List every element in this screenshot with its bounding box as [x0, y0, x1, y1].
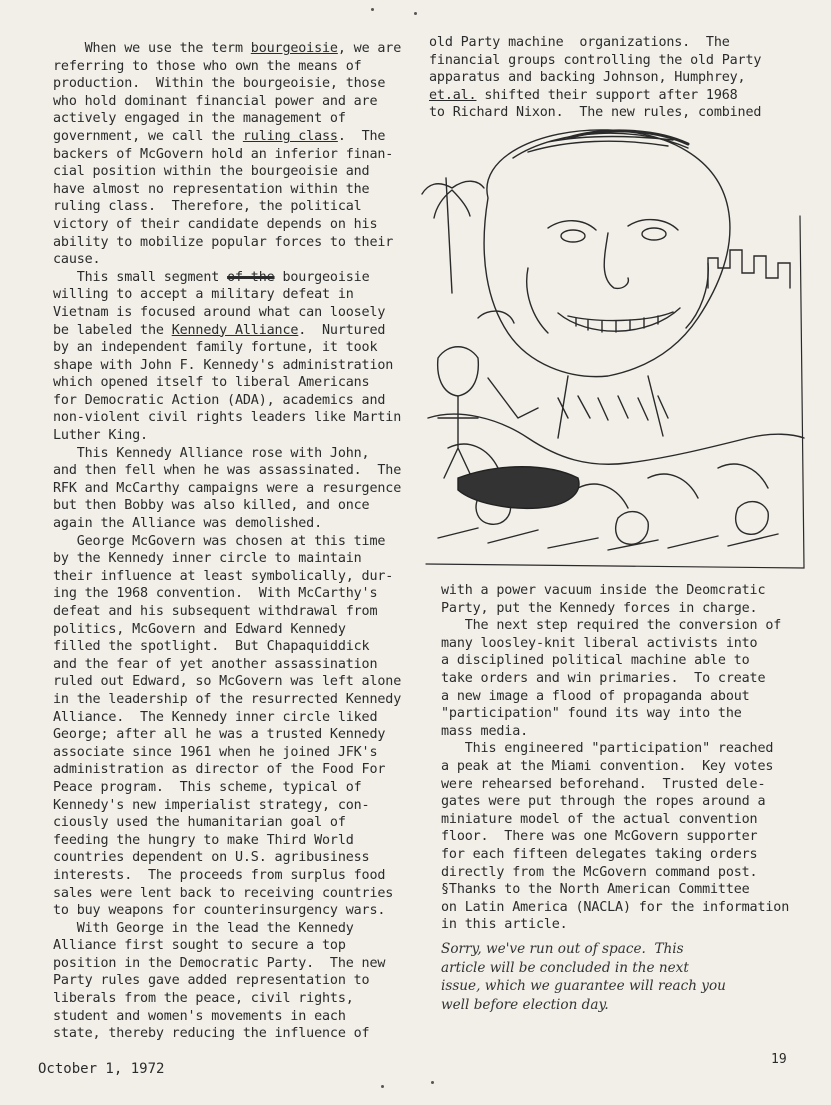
right-column-top-text — [429, 34, 809, 122]
right-column-bottom-text: with a power vacuum inside the Deomcratic Party, put the Kennedy forces in charge. The next step required the conversion of many loosley-knit liberal activists into a disciplined political machine able to take orders and win primaries. To create a new image a flood of propaganda about "participation" found its way into the mass media. This engineered "participation" reached a peak at the Miami convention. Key votes were rehearsed beforehand. Trusted dele- gates were put through the ropes around a miniature model of the actual convention floor. There was one McGovern supporter for each fifteen delegates taking orders directly from the McGovern command post. §Thanks to the North American Committee on Latin America (NACLA) for the information in this article. — [441, 583, 790, 933]
print-speck — [431, 1081, 434, 1084]
continuation-note: Sorry, we've run out of space. This article will be concluded in the next issue, which we guarantee will reach you well before election day. — [441, 941, 726, 1013]
print-speck — [371, 8, 374, 11]
left-column-text — [53, 40, 413, 1043]
page-number: 19 — [771, 1052, 787, 1067]
print-speck — [414, 12, 417, 15]
text-run: bourgeoisie willing to accept a military defeat in Vietnam is focused around what can loosely be labeled the — [53, 269, 386, 338]
footer-date: October 1, 1972 — [38, 1061, 165, 1077]
text-run: , we are referring to those who own the means of production. Within the bourgeoisie, those who hold dominant financial power and are actively engaged in the management of government, we call the — [53, 41, 402, 144]
text-run: . Nurtured by an independent family fortune, it took shape with John F. Kennedy's administration which opened itself to liberal Americans for Democratic Action (ADA), academics and non-violent civil rights leaders like Martin Luther King. This Kennedy Alliance rose with John, and then fell when he was assassinated. The RFK and McCarthy campaigns were a resurgence but then Bobby was also killed, and once again the Alliance was demolished. George McGovern was chosen at this time by the Kennedy inner circle to maintain their influence at least symbolically, dur- ing the 1968 convention. With McCarthy's defeat and his subsequent withdrawal from politics, McGovern and Edward Kennedy filled the spotlight. But Chapaquiddick and the fear of yet another assassination ruled out Edward, so McGovern was left alone in the leadership of the resurrected Kennedy Alliance. The Kennedy inner circle liked George; after all he was a trusted Kennedy associate since 1961 when he joined JFK's administration as director of the Food For Peace program. This scheme, typical of Kennedy's new imperialist strategy, con- ciously used the humanitarian goal of feeding the hungry to make Third World countries dependent on U.S. agribusiness interests. The proceeds from surplus food sales were lent back to receiving countries to buy weapons for counterinsurgency wars. With George in the lead the Kennedy Alliance first sought to secure a top position in the Democratic Party. The new Party rules gave added representation to liberals from the peace, civil rights, student and women's movements in each state, thereby reducing the influence of — [53, 322, 402, 1042]
text-run: When we use the term — [53, 41, 251, 56]
term-ruling-class: ruling class — [242, 128, 338, 144]
struck-out-text: of the — [227, 269, 275, 285]
term-kennedy-alliance: Kennedy Alliance — [171, 322, 299, 338]
term-et-al: et.al. — [429, 87, 477, 103]
text-run: . The backers of McGovern hold an inferior finan- cial position within the bourgeoisie and have almost no representation within the ruling class. Therefore, the political victory of their candidate depends on his ability to mobilize popular forces to their cause. This small segment — [53, 128, 394, 285]
caricature-drawing-icon — [418, 118, 806, 574]
term-bourgeoisie: bourgeoisie — [250, 41, 338, 56]
print-speck — [381, 1085, 384, 1088]
text-run: old Party machine organizations. The financial groups controlling the old Party apparatus and backing Johnson, Humphrey, — [429, 35, 762, 86]
text-run: shifted their support after 1968 to Richard Nixon. The new rules, combined — [429, 87, 762, 121]
